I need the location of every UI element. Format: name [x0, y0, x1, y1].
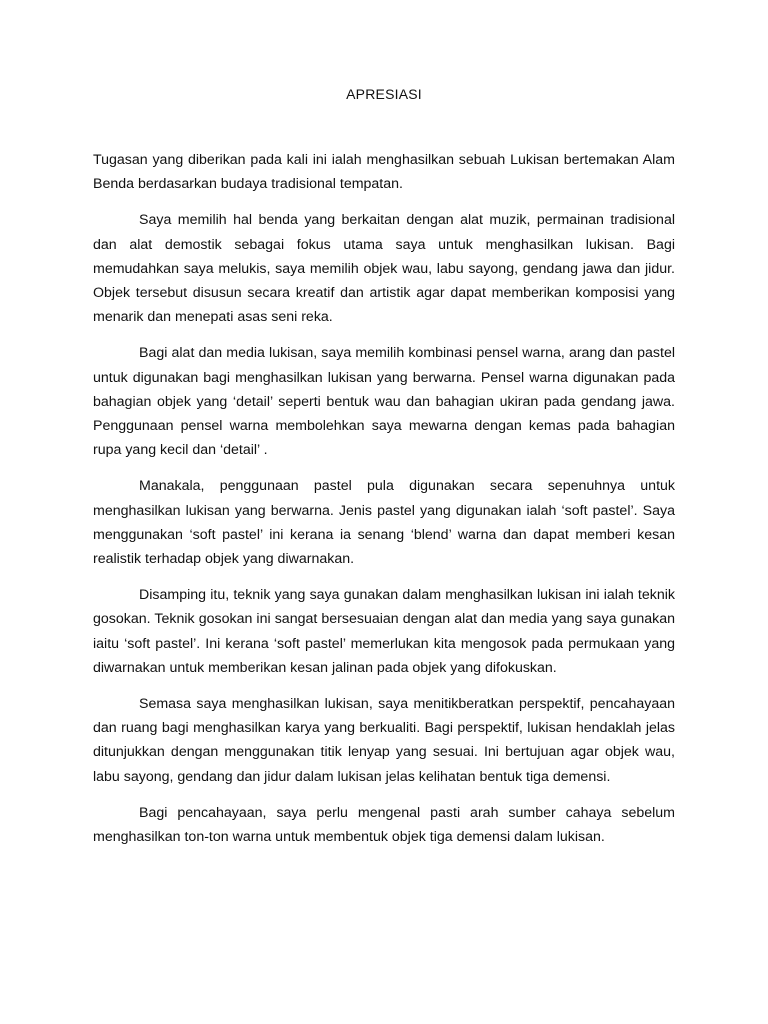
paragraph-objects: Saya memilih hal benda yang berkaitan dengan alat muzik, permainan tradisional dan alat demostik sebagai fokus utama saya untuk menghasilkan lukisan. Bagi memudahkan saya melukis, saya memilih objek wau, labu sayong, gendang jawa dan jidur. Objek tersebut disusun secara kreatif dan artistik agar dapat memberikan komposisi yang menarik dan menepati asas seni reka.: [93, 212, 675, 326]
paragraph-intro: Tugasan yang diberikan pada kali ini ialah menghasilkan sebuah Lukisan bertemakan Alam Benda berdasarkan budaya tradisional tempatan.: [93, 152, 675, 193]
paragraph-media: Bagi alat dan media lukisan, saya memilih kombinasi pensel warna, arang dan pastel untuk digunakan bagi menghasilkan lukisan yang berwarna. Pensel warna digunakan pada bahagian objek yang ‘detail’ seperti bentuk wau dan bahagian ukiran pada gendang jawa. Penggunaan pensel warna membolehkan saya mewarna dengan kemas pada bahagian rupa yang kecil dan ‘detail’ .: [93, 345, 675, 459]
paragraph-pastel: Manakala, penggunaan pastel pula digunakan secara sepenuhnya untuk menghasilkan lukisan yang berwarna. Jenis pastel yang digunakan ialah ‘soft pastel’. Saya menggunakan ‘soft pastel’ ini kerana ia senang ‘blend’ warna dan dapat memberi kesan realistik terhadap objek yang diwarnakan.: [93, 478, 675, 568]
paragraph-lighting: Bagi pencahayaan, saya perlu mengenal pasti arah sumber cahaya sebelum menghasilkan ton-ton warna untuk membentuk objek tiga demensi dalam lukisan.: [93, 804, 675, 846]
page-title: APRESIASI: [346, 86, 422, 102]
paragraph-perspective: Semasa saya menghasilkan lukisan, saya menitikberatkan perspektif, pencahayaan dan ruang bagi menghasilkan karya yang berkualiti. Bagi perspektif, lukisan hendaklah jelas ditunjukkan dengan menggunakan titik lenyap yang sesuai. Ini bertujuan agar objek wau, labu sayong, gendang dan jidur dalam lukisan jelas kelihatan bentuk tiga demensi.: [93, 696, 675, 785]
document-body: [93, 148, 675, 861]
paragraph-technique: Disamping itu, teknik yang saya gunakan dalam menghasilkan lukisan ini ialah teknik gosokan. Teknik gosokan ini sangat bersesuaian dengan alat dan media yang saya gunakan iaitu ‘soft pastel’. Ini kerana ‘soft pastel’ memerlukan kita mengosok pada permukaan yang diwarnakan untuk memberikan kesan jalinan pada objek yang difokuskan.: [93, 587, 675, 676]
